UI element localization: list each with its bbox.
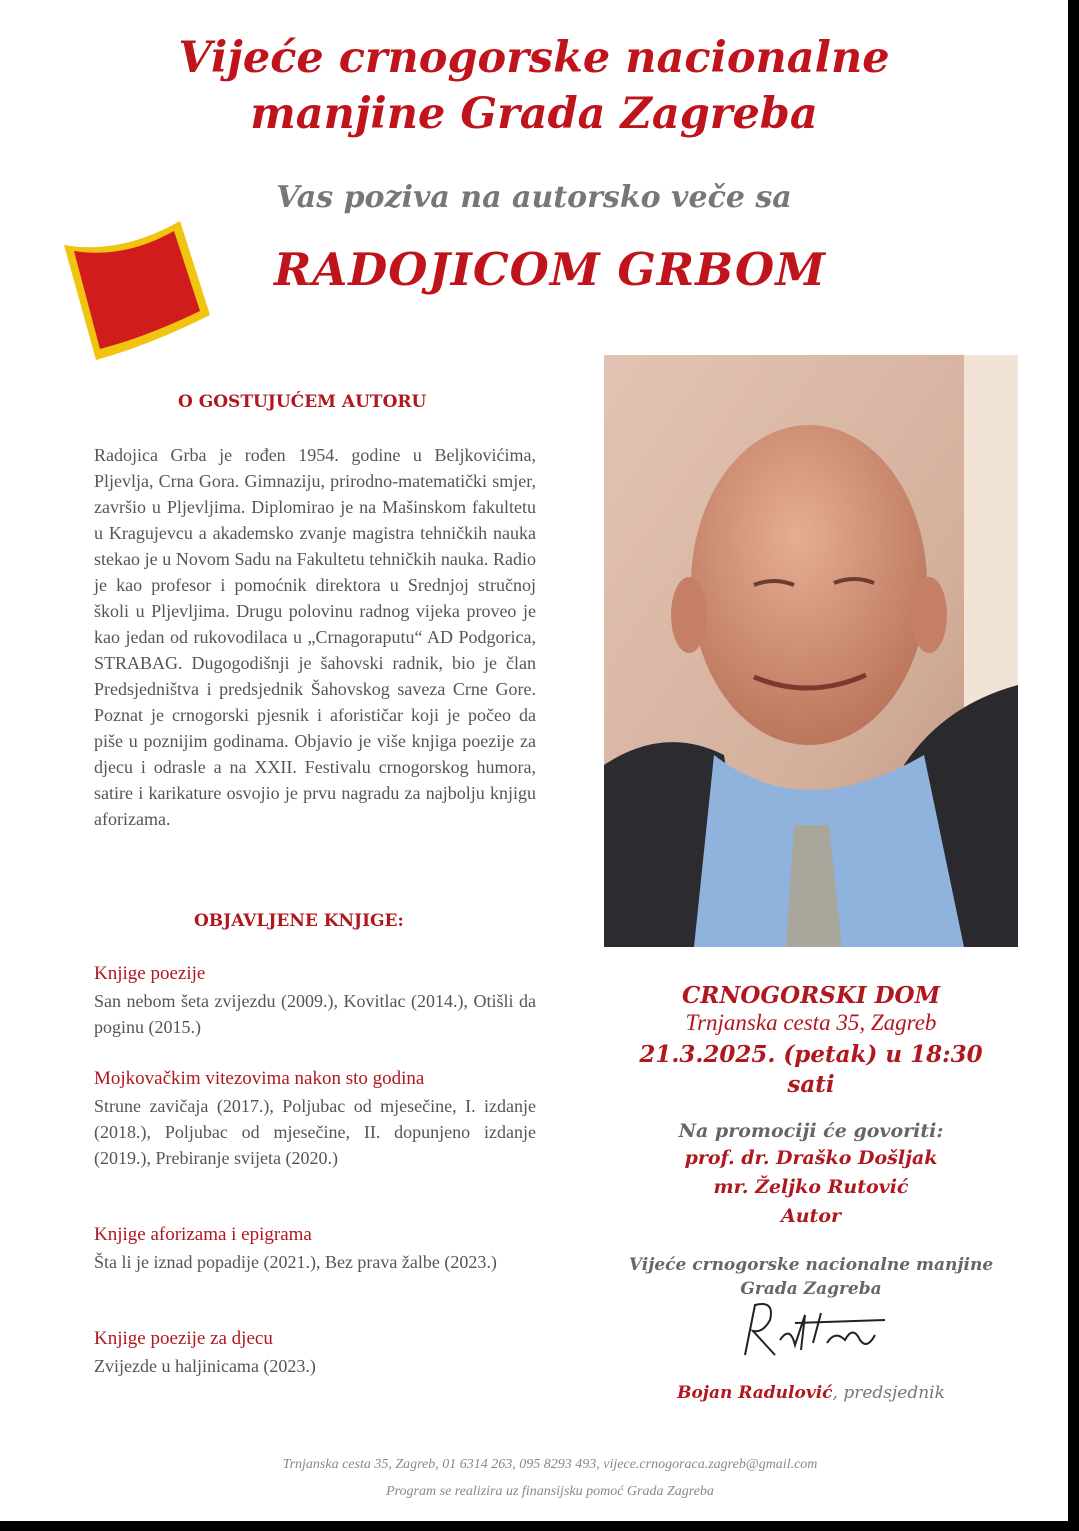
signer-line [604,1383,1018,1403]
author-photo [604,355,1018,947]
title-line-2: manjine Grada Zagreba [250,89,818,139]
venue-name: CRNOGORSKI DOM [681,982,941,1009]
speakers-list [604,1144,1018,1231]
invitation-subtitle: Vas poziva na autorsko veče sa [276,180,792,215]
book-titles: San nebom šeta zvijezdu (2009.), Kovitlac (2014.), Otišli da poginu (2015.) [94,991,536,1037]
speakers-heading: Na promociji će govoriti: [678,1120,944,1142]
book-category: Knjige aforizama i epigrama [94,1224,312,1245]
event-datetime [604,1040,1018,1100]
speaker-item: mr. Željko Rutović [713,1176,909,1198]
books-heading: OBJAVLJENE KNJIGE: [194,911,404,931]
speaker-item: Autor [780,1205,841,1227]
signing-organization [604,1253,1018,1301]
book-titles: Zvijezde u haljinicama (2023.) [94,1356,316,1376]
signer-role: , predsjednik [832,1383,945,1403]
footer-contact: Trnjanska cesta 35, Zagreb, 01 6314 263, 095 8293 493, vijece.crnogoraca.zagreb@gmail.com [282,1457,818,1472]
org-line-1: Vijeće crnogorske nacionalne manjine [628,1255,994,1275]
book-category: Knjige poezije za djecu [94,1328,273,1349]
venue-address: Trnjanska cesta 35, Zagreb [685,1010,937,1035]
handwritten-signature [735,1295,895,1365]
event-time-suffix: sati [787,1071,835,1098]
signer-name: Bojan Radulović [677,1383,833,1403]
book-category: Knjige poezije [94,963,206,984]
speaker-item: prof. dr. Draško Došljak [684,1147,938,1169]
author-bio: Radojica Grba je rođen 1954. godine u Beljkovićima, Pljevlja, Crna Gora. Gimnaziju, prirodno-matematički smjer, završio u Pljevljima. Diplomirao je na Mašinskom fakultetu u Kragujevcu a akademsko zvanje magistra tehničkih nauka stekao je u Novom Sadu na Fakultetu tehničkih nauka. Radio je kao profesor i pomoćnik direktora u Srednjoj stručnoj školi u Pljevljima. Drugu polovinu radnog vijeka proveo je kao jedan od rukovodilaca u „Crnagoraputu“ AD Podgorica, STRABAG. Dugogodišnji je šahovski radnik, bio je član Predsjedništva i predsjednik Šahovskog saveza Crne Gore. Poznat je crnogorski pjesnik i aforističar koji je počeo da piše u poznijim godinama. Objavio je više knjiga poezije za djecu i odrasle a na XXII. Festivalu crnogorskog humora, satire i karikature osvojio je prvu nagradu za najbolju knjigu aforizama. [94,445,536,829]
book-titles: Šta li je iznad popadije (2021.), Bez prava žalbe (2023.) [94,1252,497,1272]
book-titles: Strune zavičaja (2017.), Poljubac od mjesečine, I. izdanje (2018.), Poljubac od mjesečine, II. dopunjeno izdanje (2019.), Prebiranje svijeta (2020.) [94,1096,536,1168]
event-date-line: 21.3.2025. (petak) u 18:30 [639,1041,983,1068]
title-line-1: Vijeće crnogorske nacionalne [178,33,890,83]
about-heading: O GOSTUJUĆEM AUTORU [178,392,427,412]
organization-title [0,30,1068,142]
book-category: Mojkovačkim vitezovima nakon sto godina [94,1068,425,1089]
footer-funding: Program se realizira uz finansijsku pomoć Grada Zagreba [386,1484,714,1499]
org-line-2: Grada Zagreba [740,1279,882,1299]
guest-name: RADOJICOM GRBOM [273,243,827,296]
